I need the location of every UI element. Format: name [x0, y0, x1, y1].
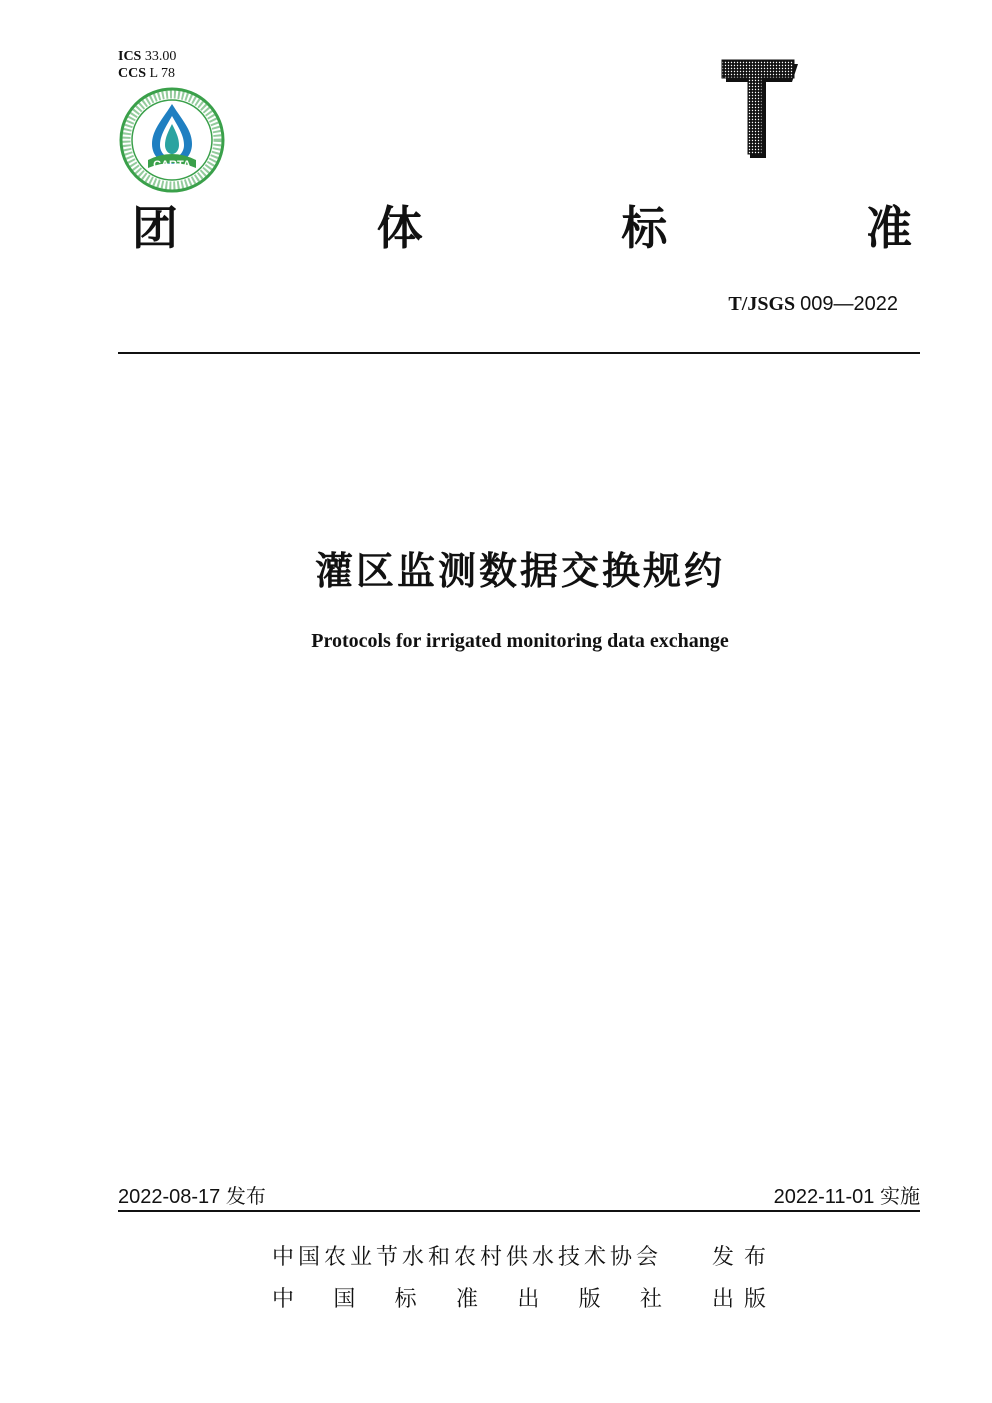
- issuer-name: 中国农业节水和农村供水技术协会: [272, 1245, 663, 1270]
- category-char: 标: [621, 201, 668, 255]
- carta-logo: [118, 86, 226, 194]
- standard-type-letter: [718, 58, 802, 162]
- ccs-code: CCS L 78: [118, 66, 176, 81]
- press-char: 出: [517, 1287, 540, 1312]
- issue-date: 2022-08-17 发布: [118, 1186, 266, 1208]
- category-char: 准: [865, 201, 912, 255]
- standard-code: 009—2022: [800, 293, 898, 315]
- category-char: 团: [132, 201, 178, 255]
- standard-prefix: T/JSGS: [728, 293, 796, 315]
- press-char: 社: [639, 1287, 662, 1312]
- press-char: 国: [333, 1287, 356, 1312]
- logo-text: CARTA: [153, 159, 191, 171]
- press-char: 准: [455, 1287, 478, 1312]
- press-char: 版: [578, 1287, 601, 1312]
- divider-top: [118, 352, 920, 354]
- ics-code: ICS 33.00: [118, 49, 177, 64]
- press-name: [272, 1282, 662, 1313]
- issuer-role: 发布: [712, 1245, 777, 1270]
- press-role: 出版: [712, 1287, 777, 1312]
- standard-number: [728, 293, 898, 316]
- divider-bottom: [118, 1210, 920, 1212]
- press-char: 标: [394, 1287, 417, 1312]
- document-category: [132, 198, 912, 258]
- category-char: 体: [376, 201, 423, 255]
- title-english: Protocols for irrigated monitoring data exchange: [311, 630, 729, 652]
- press-char: 中: [272, 1287, 295, 1312]
- title-chinese: 灌区监测数据交换规约: [314, 549, 725, 593]
- implementation-date: 2022-11-01 实施: [773, 1186, 920, 1208]
- classification-codes: [118, 48, 176, 82]
